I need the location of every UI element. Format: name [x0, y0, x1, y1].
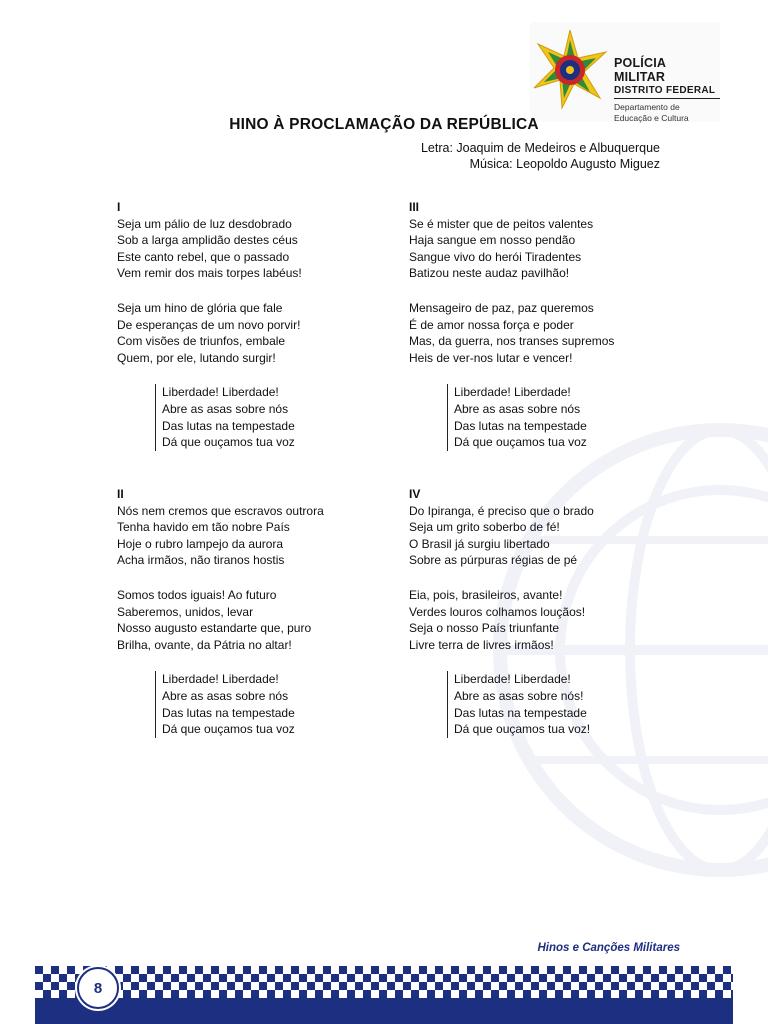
- checker-square: [667, 990, 675, 998]
- checker-square: [619, 974, 627, 982]
- verse-line: Batizou neste audaz pavilhão!: [409, 266, 570, 281]
- checker-square: [491, 990, 499, 998]
- checker-square: [659, 966, 667, 974]
- verse: [117, 216, 397, 282]
- chorus-line: Abre as asas sobre nós!: [454, 688, 584, 703]
- checker-square: [363, 974, 371, 982]
- verse-line: Sobre as púrpuras régias de pé: [409, 553, 578, 568]
- checker-square: [515, 966, 523, 974]
- checker-square: [707, 966, 715, 974]
- checker-square: [611, 982, 619, 990]
- checker-square: [675, 982, 683, 990]
- checker-square: [387, 966, 395, 974]
- verse: [117, 503, 397, 569]
- checker-square: [451, 966, 459, 974]
- checker-square: [539, 990, 547, 998]
- chorus-line: Liberdade! Liberdade!: [454, 385, 571, 400]
- checker-square: [323, 982, 331, 990]
- checker-square: [451, 982, 459, 990]
- verse-line: Este canto rebel, que o passado: [117, 249, 290, 264]
- verse-line: Seja um pálio de luz desdobrado: [117, 216, 292, 231]
- checker-square: [203, 974, 211, 982]
- chorus-line: Das lutas na tempestade: [162, 418, 295, 433]
- checker-square: [475, 990, 483, 998]
- checker-square: [275, 982, 283, 990]
- page-number: 8: [93, 979, 103, 997]
- chorus-line: Das lutas na tempestade: [454, 418, 587, 433]
- page-title: HINO À PROCLAMAÇÃO DA REPÚBLICA: [229, 116, 539, 133]
- checker-square: [435, 982, 443, 990]
- checker-square: [139, 974, 147, 982]
- section-2: [117, 486, 397, 738]
- verse-line: Sangue vivo do herói Tiradentes: [409, 249, 582, 264]
- checker-square: [419, 966, 427, 974]
- checker-square: [123, 974, 131, 982]
- checker-square: [723, 966, 731, 974]
- section-numeral: III: [409, 200, 420, 214]
- checker-square: [307, 982, 315, 990]
- department-line-2: Educação e Cultura: [614, 113, 689, 123]
- verse-line: Seja o nosso País triunfante: [409, 621, 560, 636]
- checker-square: [187, 974, 195, 982]
- checker-square: [555, 990, 563, 998]
- checker-square: [523, 974, 531, 982]
- checker-square: [259, 982, 267, 990]
- checker-square: [195, 982, 203, 990]
- checker-square: [179, 966, 187, 974]
- verse-line: É de amor nossa força e poder: [409, 317, 574, 332]
- chorus-line: Dá que ouçamos tua voz: [162, 722, 295, 737]
- checker-square: [491, 974, 499, 982]
- verse-line: Saberemos, unidos, levar: [117, 604, 254, 619]
- checker-square: [331, 990, 339, 998]
- checker-square: [347, 990, 355, 998]
- checker-square: [635, 990, 643, 998]
- checker-square: [427, 990, 435, 998]
- department-line-1: Departamento de: [614, 102, 680, 112]
- checker-square: [667, 974, 675, 982]
- verse-line: Tenha havido em tão nobre País: [117, 520, 290, 535]
- verse: [117, 300, 397, 366]
- checker-square: [307, 966, 315, 974]
- checker-square: [579, 982, 587, 990]
- checker-square: [683, 974, 691, 982]
- checker-square: [507, 990, 515, 998]
- checker-square: [563, 982, 571, 990]
- checker-square: [67, 982, 75, 990]
- checker-square: [403, 966, 411, 974]
- chorus-line: Dá que ouçamos tua voz: [454, 435, 587, 450]
- footer-solid-band: [35, 998, 733, 1024]
- verse-line: Quem, por ele, lutando surgir!: [117, 350, 276, 365]
- verse-line: Heis de ver-nos lutar e vencer!: [409, 350, 573, 365]
- checker-square: [563, 966, 571, 974]
- checker-square: [395, 974, 403, 982]
- checker-square: [323, 966, 331, 974]
- checker-square: [379, 990, 387, 998]
- checker-square: [467, 966, 475, 974]
- checker-square: [715, 990, 723, 998]
- checker-square: [699, 974, 707, 982]
- checker-square: [651, 974, 659, 982]
- chorus-line: Dá que ouçamos tua voz!: [454, 722, 591, 737]
- watermark-globe-icon: [470, 420, 768, 880]
- checker-square: [627, 966, 635, 974]
- checker-square: [411, 990, 419, 998]
- org-text-block: [614, 56, 720, 124]
- checker-square: [683, 990, 691, 998]
- section-numeral: IV: [409, 487, 421, 501]
- verse-line: Mensageiro de paz, paz queremos: [409, 300, 594, 315]
- checker-square: [211, 982, 219, 990]
- checker-square: [371, 966, 379, 974]
- verse-line: O Brasil já surgiu libertado: [409, 536, 550, 551]
- checker-square: [203, 990, 211, 998]
- checker-square: [315, 974, 323, 982]
- checker-square: [123, 990, 131, 998]
- checker-square: [299, 990, 307, 998]
- checker-square: [531, 982, 539, 990]
- checker-square: [211, 966, 219, 974]
- checker-square: [131, 982, 139, 990]
- institution-logo: [530, 22, 720, 122]
- checker-square: [731, 990, 733, 998]
- checker-square: [459, 990, 467, 998]
- verse-line: Nós nem cremos que escravos outrora: [117, 503, 324, 518]
- checker-square: [691, 966, 699, 974]
- checker-square: [259, 966, 267, 974]
- verse-line: Com visões de triunfos, embale: [117, 334, 286, 349]
- verse-line: Brilha, ovante, da Pátria no altar!: [117, 637, 292, 652]
- checker-square: [43, 990, 51, 998]
- lyrics-credit: Letra: Joaquim de Medeiros e Albuquerque: [420, 141, 660, 155]
- verse: [409, 300, 689, 366]
- verse-line: Seja um grito soberbo de fé!: [409, 520, 560, 535]
- checker-square: [595, 966, 603, 974]
- checker-square: [587, 974, 595, 982]
- chorus-line: Liberdade! Liberdade!: [162, 385, 279, 400]
- checker-square: [171, 990, 179, 998]
- checker-square: [699, 990, 707, 998]
- checkered-footer-band: [35, 966, 733, 1024]
- verse-line: Seja um hino de glória que fale: [117, 300, 283, 315]
- checker-square: [539, 974, 547, 982]
- checker-square: [315, 990, 323, 998]
- chorus-line: Abre as asas sobre nós: [454, 401, 581, 416]
- page-number-badge: [77, 967, 119, 1009]
- verse-line: Mas, da guerra, nos transes supremos: [409, 334, 615, 349]
- checker-square: [555, 974, 563, 982]
- checker-square: [251, 974, 259, 982]
- verse-line: Nosso augusto estandarte que, puro: [117, 621, 312, 636]
- checker-square: [499, 966, 507, 974]
- checker-square: [659, 982, 667, 990]
- chorus: [155, 384, 397, 450]
- chorus-line: Liberdade! Liberdade!: [162, 672, 279, 687]
- chorus-line: Liberdade! Liberdade!: [454, 672, 571, 687]
- checker-square: [171, 974, 179, 982]
- checker-square: [51, 982, 59, 990]
- checker-square: [411, 974, 419, 982]
- checker-square: [643, 966, 651, 974]
- checker-square: [43, 974, 51, 982]
- checker-square: [179, 982, 187, 990]
- checker-square: [467, 982, 475, 990]
- checker-square: [187, 990, 195, 998]
- checker-square: [595, 982, 603, 990]
- book-title: Hinos e Canções Militares: [537, 942, 680, 954]
- checker-square: [155, 990, 163, 998]
- verse-line: Do Ipiranga, é preciso que o brado: [409, 503, 594, 518]
- checker-square: [139, 990, 147, 998]
- checker-square: [371, 982, 379, 990]
- checker-square: [163, 966, 171, 974]
- checker-square: [707, 982, 715, 990]
- section-3: [409, 199, 689, 451]
- org-name: POLÍCIA MILITAR: [614, 56, 666, 84]
- checker-square: [267, 990, 275, 998]
- checker-square: [619, 990, 627, 998]
- checker-square: [579, 966, 587, 974]
- verse-line: Haja sangue em nosso pendão: [409, 233, 576, 248]
- checker-square: [675, 966, 683, 974]
- checker-square: [147, 982, 155, 990]
- checker-square: [227, 966, 235, 974]
- checker-square: [59, 974, 67, 982]
- checker-square: [275, 966, 283, 974]
- checker-square: [355, 966, 363, 974]
- checker-square: [419, 982, 427, 990]
- checker-square: [299, 974, 307, 982]
- verse-line: Somos todos iguais! Ao futuro: [117, 587, 277, 602]
- chorus-line: Das lutas na tempestade: [454, 705, 587, 720]
- chorus-line: Dá que ouçamos tua voz: [162, 435, 295, 450]
- checker-square: [427, 974, 435, 982]
- checker-square: [611, 966, 619, 974]
- verse-line: Sob a larga amplidão destes céus: [117, 233, 298, 248]
- checker-square: [363, 990, 371, 998]
- verse: [117, 587, 397, 653]
- checker-square: [731, 974, 733, 982]
- checker-square: [35, 982, 43, 990]
- checker-square: [283, 990, 291, 998]
- checker-square: [267, 974, 275, 982]
- checker-square: [347, 974, 355, 982]
- checker-square: [459, 974, 467, 982]
- checker-square: [163, 982, 171, 990]
- verse: [409, 216, 689, 282]
- chorus-line: Abre as asas sobre nós: [162, 688, 289, 703]
- checker-square: [691, 982, 699, 990]
- checker-square: [219, 990, 227, 998]
- checker-square: [627, 982, 635, 990]
- checker-square: [243, 982, 251, 990]
- checker-square: [51, 966, 59, 974]
- checker-square: [387, 982, 395, 990]
- checker-square: [499, 982, 507, 990]
- checker-square: [547, 966, 555, 974]
- checker-square: [443, 974, 451, 982]
- checker-square: [635, 974, 643, 982]
- checker-square: [67, 966, 75, 974]
- checker-square: [115, 966, 123, 974]
- org-region: DISTRITO FEDERAL: [614, 85, 720, 99]
- checker-square: [475, 974, 483, 982]
- checker-square: [571, 974, 579, 982]
- chorus-line: Das lutas na tempestade: [162, 705, 295, 720]
- checker-square: [291, 966, 299, 974]
- checker-square: [35, 966, 43, 974]
- checker-square: [603, 974, 611, 982]
- section-numeral: II: [117, 487, 124, 501]
- checker-square: [523, 990, 531, 998]
- chorus: [155, 671, 397, 737]
- verse-line: Hoje o rubro lampejo da aurora: [117, 536, 284, 551]
- checker-square: [379, 974, 387, 982]
- checker-square: [715, 974, 723, 982]
- checker-square: [643, 982, 651, 990]
- checker-square: [219, 974, 227, 982]
- checker-square: [235, 990, 243, 998]
- checker-square: [283, 974, 291, 982]
- checker-square: [435, 966, 443, 974]
- checker-square: [515, 982, 523, 990]
- credits-block: [421, 140, 660, 172]
- checker-square: [227, 982, 235, 990]
- chorus-line: Abre as asas sobre nós: [162, 401, 289, 416]
- checker-square: [155, 974, 163, 982]
- verse-line: Vem remir dos mais torpes labéus!: [117, 266, 302, 281]
- checker-square: [339, 982, 347, 990]
- checker-square: [571, 990, 579, 998]
- checker-square: [443, 990, 451, 998]
- checker-square: [331, 974, 339, 982]
- checker-square: [395, 990, 403, 998]
- verse-line: De esperanças de um novo porvir!: [117, 317, 301, 332]
- checker-square: [483, 982, 491, 990]
- checker-square: [531, 966, 539, 974]
- section-1: [117, 199, 397, 451]
- checker-square: [651, 990, 659, 998]
- section-numeral: I: [117, 200, 121, 214]
- checker-square: [547, 982, 555, 990]
- checker-square: [507, 974, 515, 982]
- verse-line: Verdes louros colhamos louçãos!: [409, 604, 586, 619]
- checker-square: [251, 990, 259, 998]
- checker-square: [195, 966, 203, 974]
- checker-square: [355, 982, 363, 990]
- verse-line: Se é mister que de peitos valentes: [409, 216, 594, 231]
- checker-square: [587, 990, 595, 998]
- checker-square: [243, 966, 251, 974]
- checker-square: [291, 982, 299, 990]
- checker-square: [339, 966, 347, 974]
- verse-line: Eia, pois, brasileiros, avante!: [409, 587, 563, 602]
- checker-square: [483, 966, 491, 974]
- checker-square: [603, 990, 611, 998]
- checker-square: [723, 982, 731, 990]
- verse-line: Livre terra de livres irmãos!: [409, 637, 554, 652]
- military-police-emblem-icon: [530, 22, 610, 122]
- checker-square: [403, 982, 411, 990]
- checker-square: [131, 966, 139, 974]
- checker-square: [59, 990, 67, 998]
- music-credit: Música: Leopoldo Augusto Miguez: [469, 157, 660, 171]
- verse-line: Acha irmãos, não tiranos hostis: [117, 553, 285, 568]
- checker-square: [147, 966, 155, 974]
- checker-square: [235, 974, 243, 982]
